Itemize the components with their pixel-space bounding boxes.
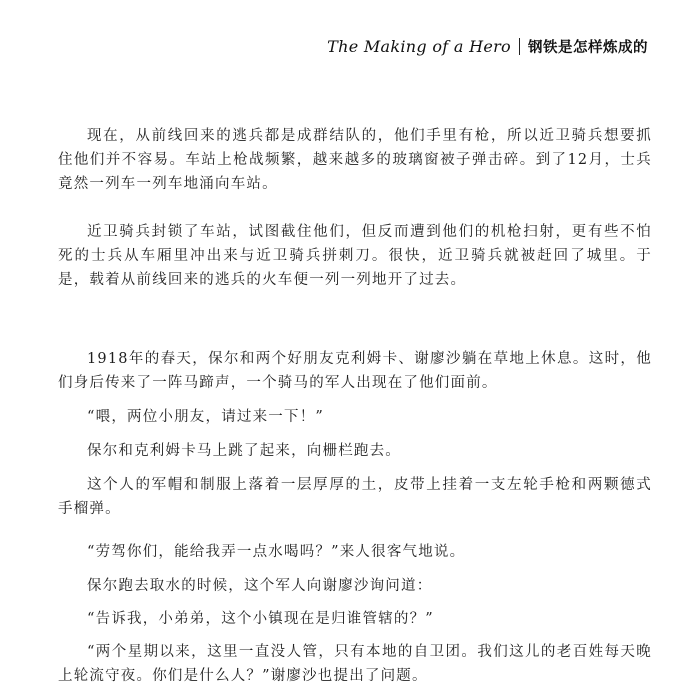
paragraph: 现在，从前线回来的逃兵都是成群结队的，他们手里有枪，所以近卫骑兵想要抓住他们并不容易。车站上枪战频繁，越来越多的玻璃窗被子弹击碎。到了12月，士兵竟然一列车一列车地涌向车站。: [58, 128, 652, 192]
header-title-chinese: 钢铁是怎样炼成的: [528, 40, 648, 56]
paragraph: “两个星期以来，这里一直没人管，只有本地的自卫团。我们这儿的老百姓每天晚上轮流守夜。你们是什么人？”谢廖沙也提出了问题。: [58, 644, 652, 684]
paragraph: “告诉我，小弟弟，这个小镇现在是归谁管辖的？”: [87, 611, 434, 627]
paragraph: 1918年的春天，保尔和两个好朋友克利姆卡、谢廖沙躺在草地上休息。这时，他们身后传来了一阵马蹄声，一个骑马的军人出现在了他们面前。: [58, 351, 652, 391]
paragraph: 保尔和克利姆卡马上跳了起来，向栅栏跑去。: [87, 443, 401, 459]
paragraph: “喂，两位小朋友，请过来一下！”: [87, 409, 325, 425]
paragraph: 保尔跑去取水的时候，这个军人向谢廖沙询问道：: [87, 578, 433, 594]
paragraph: 这个人的军帽和制服上落着一层厚厚的土，皮带上挂着一支左轮手枪和两颗德式手榴弹。: [58, 477, 652, 517]
paragraph: “劳驾你们，能给我弄一点水喝吗？”来人很客气地说。: [87, 544, 466, 560]
paragraph: 近卫骑兵封锁了车站，试图截住他们，但反而遭到他们的机枪扫射，更有些不怕死的士兵从车厢里冲出来与近卫骑兵拼刺刀。很快，近卫骑兵就被赶回了城里。于是，载着从前线回来的逃兵的火车便一列一列地开了过去。: [58, 224, 652, 288]
header-title-english: The Making of a Hero: [327, 37, 511, 56]
